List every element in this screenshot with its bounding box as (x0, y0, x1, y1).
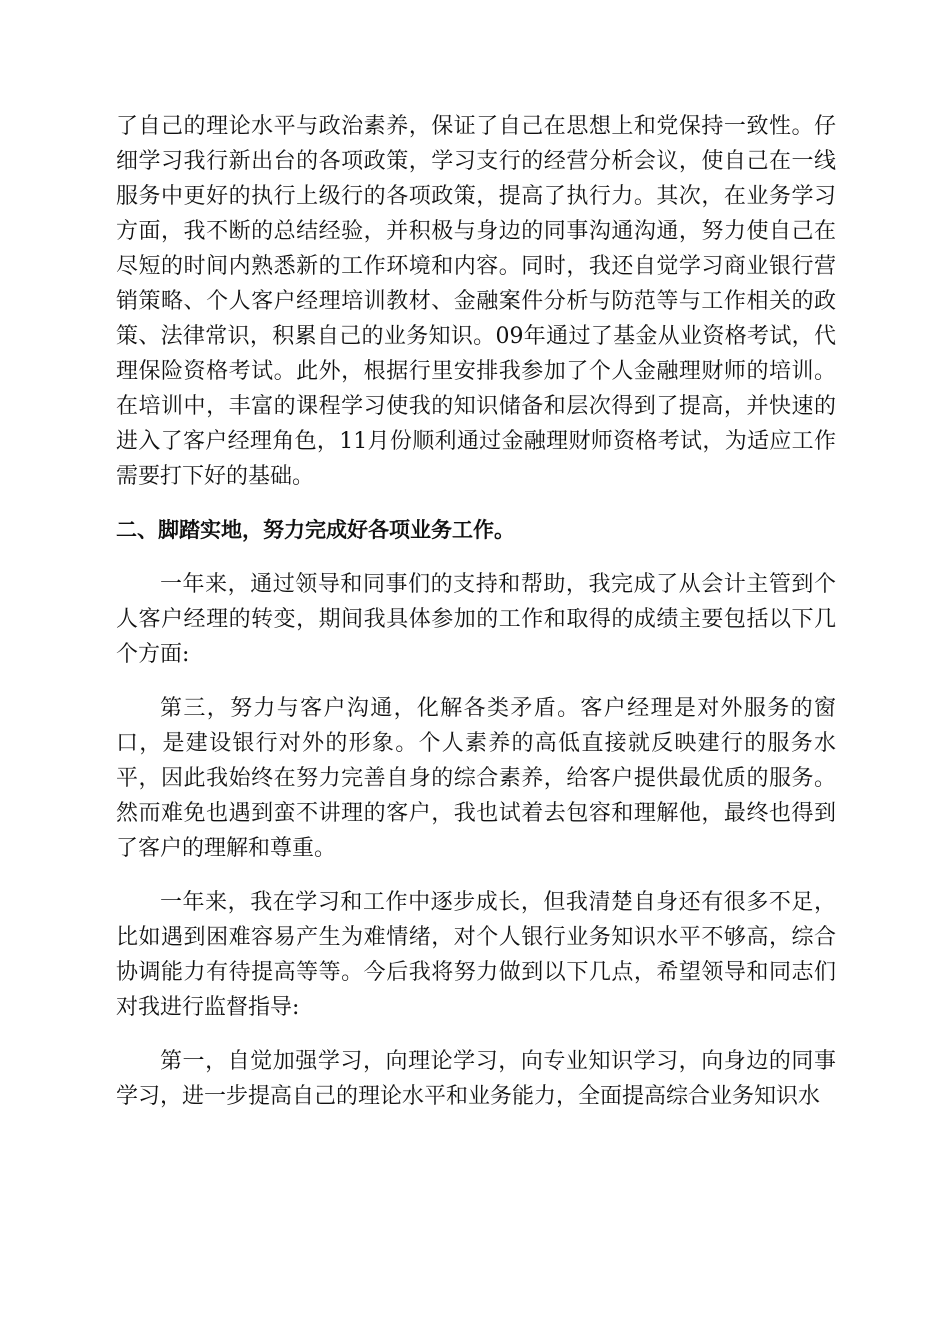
section-heading: 二、脚踏实地，努力完成好各项业务工作。 (116, 518, 515, 542)
paragraph-intro: 一年来，通过领导和同事们的支持和帮助，我完成了从会计主管到个人客户经理的转变，期间我具体参加的工作和取得的成绩主要包括以下几个方面: (116, 572, 836, 667)
paragraph-continued: 了自己的理论水平与政治素养，保证了自己在思想上和党保持一致性。仔细学习我行新出台的各项政策，学习支行的经营分析会议，使自己在一线服务中更好的执行上级行的各项政策，提高了执行力。其次，在业务学习方面，我不断的总结经验，并积极与身边的同事沟通沟通，努力使自己在尽短的时间内熟悉新的工作环境和内容。同时，我还自觉学习商业银行营销策略、个人客户经理培训教材、金融案件分析与防范等与工作相关的政策、法律常识，积累自己的业务知识。09年通过了基金从业资格考试，代理保险资格考试。此外，根据行里安排我参加了个人金融理财师的培训。在培训中，丰富的课程学习使我的知识储备和层次得到了提高，并快速的进入了客户经理角色，11月份顺利通过金融理财师资格考试，为适应工作需要打下好的基础。 (116, 114, 836, 489)
paragraph-third-point: 第三，努力与客户沟通，化解各类矛盾。客户经理是对外服务的窗口，是建设银行对外的形象。个人素养的高低直接就反映建行的服务水平，因此我始终在努力完善自身的综合素养，给客户提供最优质的服务。然而难免也遇到蛮不讲理的客户，我也试着去包容和理解他，最终也得到了客户的理解和尊重。 (116, 696, 836, 861)
document-body (116, 109, 836, 1114)
paragraph-summary: 一年来，我在学习和工作中逐步成长，但我清楚自身还有很多不足，比如遇到困难容易产生为难情绪，对个人银行业务知识水平不够高，综合协调能力有待提高等等。今后我将努力做到以下几点，希望领导和同志们对我进行监督指导: (116, 890, 836, 1020)
paragraph-first-plan: 第一，自觉加强学习，向理论学习，向专业知识学习，向身边的同事学习，进一步提高自己的理论水平和业务能力，全面提高综合业务知识水 (116, 1049, 836, 1109)
